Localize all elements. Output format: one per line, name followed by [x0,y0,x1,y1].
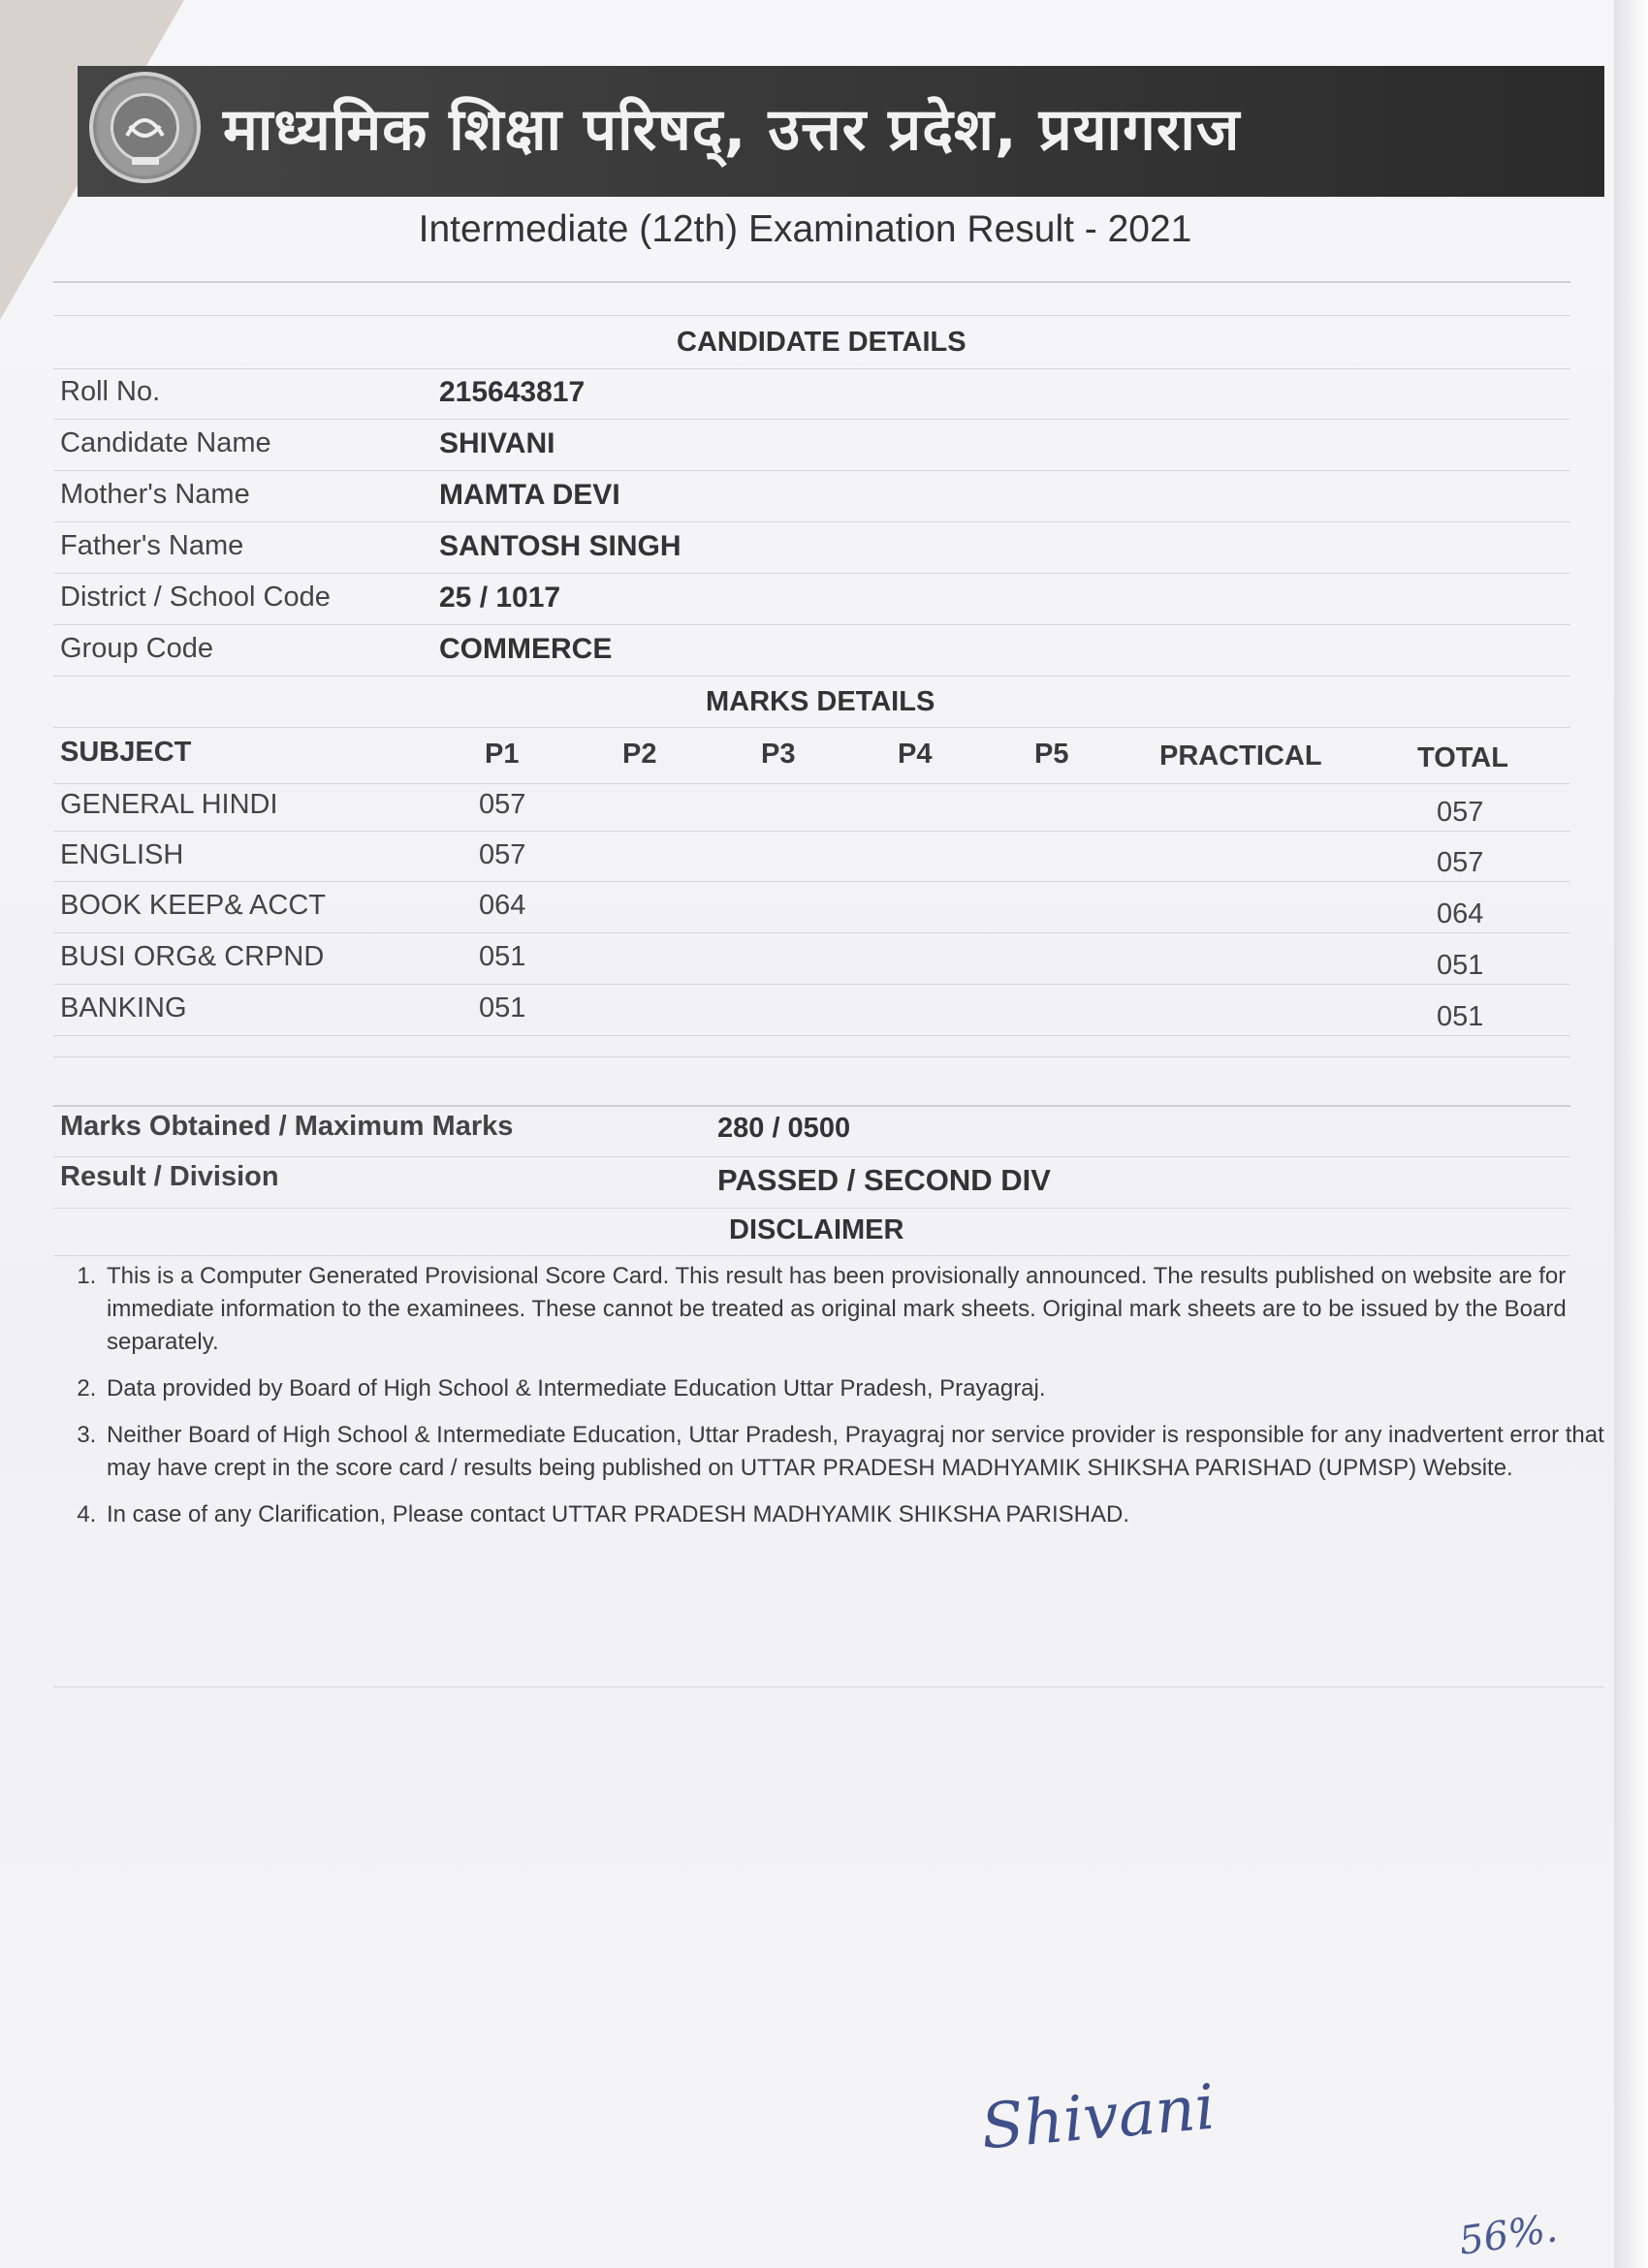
divider [53,1105,1570,1107]
candidate-details-heading: CANDIDATE DETAILS [677,327,967,358]
divider [53,881,1570,882]
roll-no-label: Roll No. [60,376,161,407]
group-code-label: Group Code [60,633,213,664]
disclaimer-heading: DISCLAIMER [729,1214,904,1245]
paper-edge [1614,0,1648,2268]
disclaimer-item: 3. Neither Board of High School & Intermediate Education, Uttar Pradesh, Prayagraj nor service provider is responsible for any inadvertent error that may have crept in the score card / results being published on UTTAR PRADESH MADHYAMIK SHIKSHA PARISHAD (UPMSP) Website. [103,1419,1605,1485]
table-row-subject: ENGLISH [60,839,184,870]
table-row-p1: 064 [479,890,526,921]
divider [53,281,1570,283]
table-row-total: 051 [1437,950,1484,981]
column-header-total: TOTAL [1417,742,1508,773]
board-logo-icon [89,72,201,183]
column-header-p3: P3 [761,739,796,770]
table-row-p1: 057 [479,839,526,870]
disclaimer-list [66,1260,1605,1545]
table-row-subject: BANKING [60,992,187,1024]
result-division-value: PASSED / SECOND DIV [717,1163,1051,1197]
divider [53,1056,1570,1057]
divider [53,521,1570,522]
column-header-p4: P4 [898,739,933,770]
divider [53,573,1570,574]
divider [53,419,1570,420]
fathers-name-value: SANTOSH SINGH [439,530,681,562]
table-row-total: 064 [1437,898,1484,929]
divider [53,1686,1604,1687]
handwritten-mark: 56%. [1456,2206,1561,2264]
divider [53,783,1570,784]
group-code-value: COMMERCE [439,633,613,665]
divider [53,624,1570,625]
fathers-name-label: Father's Name [60,530,244,561]
marks-details-heading: MARKS DETAILS [706,686,935,717]
table-row-total: 051 [1437,1001,1484,1032]
disclaimer-item: 4. In case of any Clarification, Please contact UTTAR PRADESH MADHYAMIK SHIKSHA PARISHAD. [103,1498,1605,1531]
divider [53,470,1570,471]
table-row-subject: BUSI ORG& CRPND [60,941,325,972]
mothers-name-value: MAMTA DEVI [439,479,620,511]
divider [53,1156,1570,1157]
divider [53,1255,1570,1256]
table-row-p1: 051 [479,941,526,972]
exam-title: Intermediate (12th) Examination Result - 2021 [418,208,1192,250]
divider [53,727,1570,728]
table-row-p1: 051 [479,992,526,1024]
column-header-p2: P2 [622,739,657,770]
divider [53,368,1570,369]
result-division-label: Result / Division [60,1161,279,1192]
divider [53,932,1570,933]
candidate-name-label: Candidate Name [60,427,271,458]
handwritten-signature: Shivani [978,2071,1219,2164]
column-header-practical: PRACTICAL [1159,740,1322,772]
divider [53,1208,1570,1209]
district-school-code-value: 25 / 1017 [439,582,561,614]
table-row-p1: 057 [479,789,526,820]
divider [53,315,1570,316]
marks-obtained-value: 280 / 0500 [717,1113,851,1144]
table-row-total: 057 [1437,797,1484,828]
table-row-subject: BOOK KEEP& ACCT [60,890,326,921]
disclaimer-item: 1. This is a Computer Generated Provisional Score Card. This result has been provisionally announced. The results published on website are for immediate information to the examinees. These cannot be treated as original mark sheets. Original mark sheets are to be issued by the Board separately. [103,1260,1605,1359]
marks-obtained-label: Marks Obtained / Maximum Marks [60,1111,514,1142]
disclaimer-item: 2. Data provided by Board of High School & Intermediate Education Uttar Pradesh, Prayagraj. [103,1372,1605,1405]
board-name: माध्यमिक शिक्षा परिषद्, उत्तर प्रदेश, प्रयागराज [223,96,1241,164]
column-header-p5: P5 [1034,739,1069,770]
mothers-name-label: Mother's Name [60,479,250,510]
divider [53,831,1570,832]
column-header-p1: P1 [485,739,520,770]
district-school-code-label: District / School Code [60,582,331,613]
candidate-name-value: SHIVANI [439,427,555,459]
table-row-subject: GENERAL HINDI [60,789,278,820]
roll-no-value: 215643817 [439,376,586,408]
column-header-subject: SUBJECT [60,737,192,768]
divider [53,984,1570,985]
divider [53,1035,1570,1036]
table-row-total: 057 [1437,847,1484,878]
divider [53,676,1570,677]
